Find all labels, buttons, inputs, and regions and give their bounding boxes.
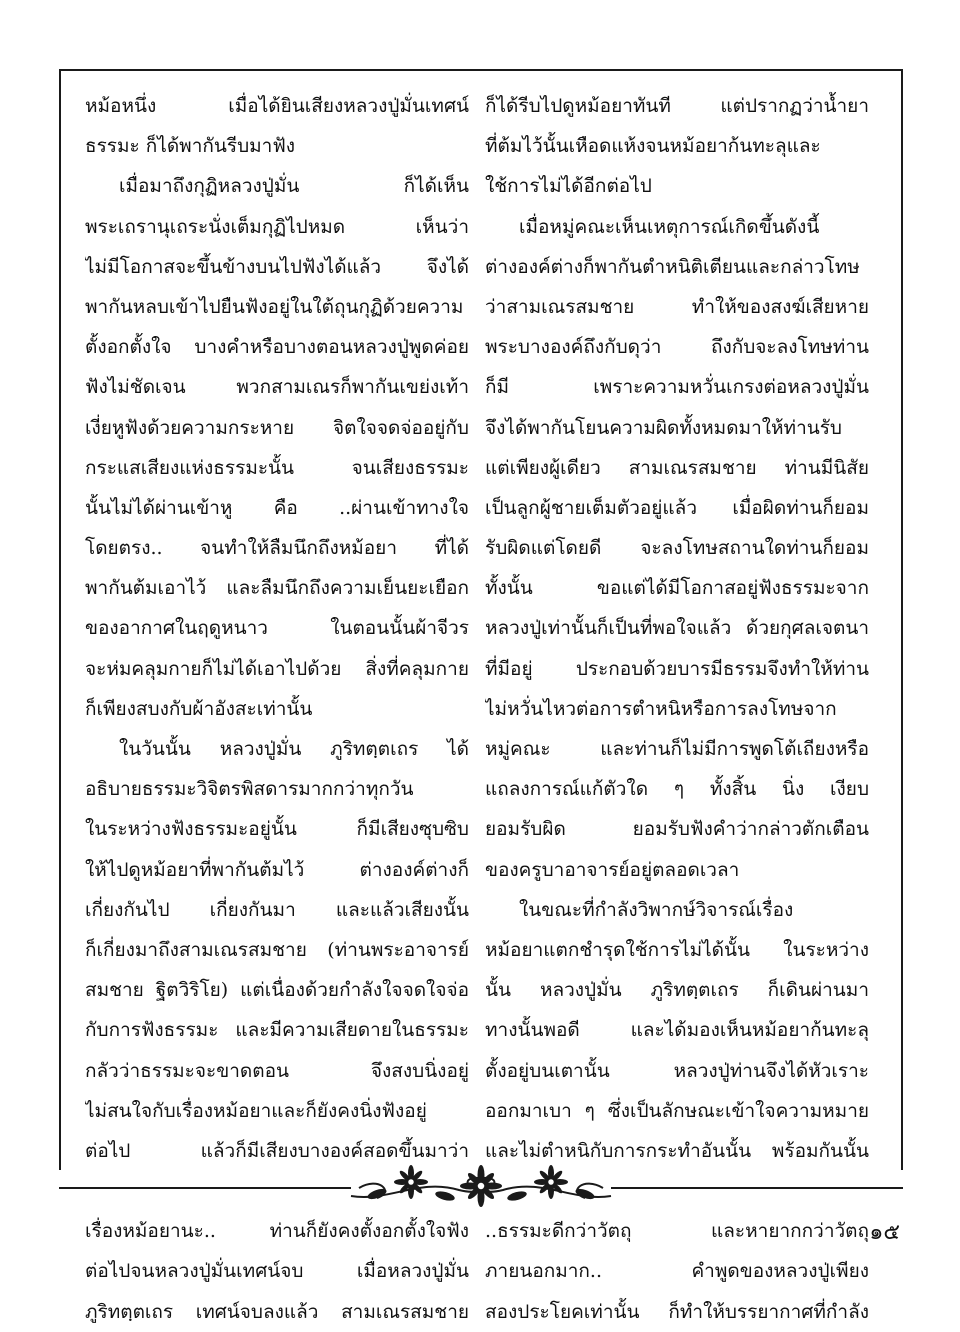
text-line: พากันต้มเอาไว้ และลืมนึกถึงความเย็นยะเยือก (85, 577, 469, 600)
text-line: ..ธรรมะดีกว่าวัตถุ และหายากกว่าวัตถุ (485, 1220, 869, 1243)
text-line: หม้อยาแตกชำรุดใช้การไม่ได้นั้น ในระหว่าง (485, 938, 869, 961)
text-line: รับผิดแต่โดยดี จะลงโทษสถานใดท่านก็ยอม (485, 537, 869, 560)
floral-vine-icon (59, 1158, 903, 1208)
text-line: ก็เกี่ยงมาถึงสามเณรสมชาย (ท่านพระอาจารย์ (85, 938, 469, 961)
text-line: นั้น หลวงปู่มั่น ภูริทตฺตเถร ก็เดินผ่านมา (485, 979, 869, 1002)
text-line: ก็มี เพราะความหวั่นเกรงต่อหลวงปู่มั่น (485, 376, 869, 399)
text-line: ออกมาเบา ๆ ซึ่งเป็นลักษณะเข้าใจความหมาย (485, 1099, 869, 1122)
text-line: หมู่คณะ และท่านก็ไม่มีการพูดโต้เถียงหรือ (485, 738, 869, 760)
text-line: เกี่ยงกันไป เกี่ยงกันมา และแล้วเสียงนั้น (85, 898, 469, 921)
text-line: โดยตรง.. จนทำให้ลืมนึกถึงหม้อยา ที่ได้ (85, 537, 469, 560)
text-line: เงี่ยหูฟังด้วยความกระหาย จิตใจจดจ่ออยู่กับ (85, 416, 469, 439)
text-line: พากันหลบเข้าไปยืนฟังอยู่ในใต้ถุนกุฏิด้วยความ (85, 295, 464, 318)
text-line: หลวงปู่เท่านั้นก็เป็นที่พอใจแล้ว ด้วยกุศลเจตนา (485, 617, 869, 640)
text-line: จะห่มคลุมกายก็ไม่ได้เอาไปด้วย สิ่งที่คลุมกาย (85, 657, 469, 680)
text-line: ต่อไปจนหลวงปู่มั่นเทศน์จบ เมื่อหลวงปู่มั่น (85, 1260, 469, 1283)
text-line: หม้อหนึ่ง เมื่อได้ยินเสียงหลวงปู่มั่นเทศน์ (85, 95, 469, 117)
text-line: ฟังไม่ชัดเจน พวกสามเณรก็พากันเขย่งเท้า (85, 376, 469, 399)
text-line: ทางนั้นพอดี และได้มองเห็นหม้อยาก้นทะลุ (485, 1019, 869, 1042)
text-line: ในวันนั้น หลวงปู่มั่น ภูริทตฺตเถร ได้ (119, 738, 469, 760)
text-line: เป็นลูกผู้ชายเต็มตัวอยู่แล้ว เมื่อผิดท่านก็ยอม (485, 496, 869, 519)
text-line: และไม่ตำหนิกับการกระทำอันนั้น พร้อมกันนั้น (485, 1139, 869, 1162)
text-line: ภายนอกมาก.. คำพูดของหลวงปู่เพียง (485, 1260, 869, 1283)
text-line: ตั้งอยู่บนเตานั้น หลวงปู่ท่านจึงได้หัวเราะ (485, 1059, 869, 1082)
right-column (485, 86, 869, 1332)
text-line: ต่างองค์ต่างก็พากันตำหนิติเตียนและกล่าวโทษ (485, 255, 860, 278)
text-line: ใช้การไม่ได้อีกต่อไป (485, 175, 652, 198)
text-line: กลัวว่าธรรมะจะขาดตอน จึงสงบนิ่งอยู่ (85, 1059, 469, 1082)
left-column (85, 86, 469, 1332)
text-line: ต่อไป แล้วก็มีเสียงบางองค์สอดขึ้นมาว่า (85, 1139, 469, 1162)
text-line: เมื่อหมู่คณะเห็นเหตุการณ์เกิดขึ้นดังนี้ (519, 215, 820, 238)
text-line: กระแสเสียงแห่งธรรมะนั้น จนเสียงธรรมะ (85, 456, 469, 479)
text-line: ทั้งนั้น ขอแต่ได้มีโอกาสอยู่ฟังธรรมะจาก (485, 577, 869, 600)
text-line: ให้ไปดูหม้อยาที่พากันต้มไว้ ต่างองค์ต่างก็ (85, 858, 469, 881)
text-line: ของครูบาอาจารย์อยู่ตลอดเวลา (485, 858, 740, 881)
text-line: ตั้งอกตั้งใจ บางคำหรือบางตอนหลวงปู่พูดค่อย (85, 336, 469, 359)
text-line: อธิบายธรรมะวิจิตรพิสดารมากกว่าทุกวัน (85, 778, 414, 801)
text-line: ในระหว่างฟังธรรมะอยู่นั้น ก็มีเสียงซุบซิบ (85, 818, 469, 841)
text-line: ไม่สนใจกับเรื่องหม้อยาและก็ยังคงนิ่งฟังอยู่ (85, 1099, 427, 1122)
text-line: ว่าสามเณรสมชาย ทำให้ของสงฆ์เสียหาย (485, 295, 869, 318)
text-line: ยอมรับผิด ยอมรับฟังคำว่ากล่าวตักเตือน (485, 818, 869, 841)
text-line: แต่เพียงผู้เดียว สามเณรสมชาย ท่านมีนิสัย (485, 456, 869, 479)
text-line: ของอากาศในฤดูหนาว ในตอนนั้นผ้าจีวร (85, 617, 469, 640)
text-line: สองประโยคเท่านั้น ก็ทำให้บรรยากาศที่กำลัง (485, 1300, 869, 1323)
text-line: ภูริทตฺตเถร เทศน์จบลงแล้ว สามเณรสมชาย (85, 1300, 469, 1323)
text-line: กับการฟังธรรมะ และมีความเสียดายในธรรมะ (85, 1019, 469, 1042)
text-line: แถลงการณ์แก้ตัวใด ๆ ทั้งสิ้น นิ่ง เงียบ (485, 778, 869, 801)
page-number: ๑๕ (869, 1220, 900, 1245)
text-line: เรื่องหม้อยานะ.. ท่านก็ยังคงตั้งอกตั้งใจฟัง (85, 1220, 469, 1243)
text-line: ก็เพียงสบงกับผ้าอังสะเท่านั้น (85, 697, 313, 720)
text-line: สมชาย ฐิตวิริโย) แต่เนื่องด้วยกำลังใจจดใจจ่อ (85, 979, 469, 1002)
text-line: ไม่มีโอกาสจะขึ้นข้างบนไปฟังได้แล้ว จึงได้ (85, 255, 469, 278)
text-line: จึงได้พากันโยนความผิดทั้งหมดมาให้ท่านรับ (485, 416, 842, 439)
text-line: ในขณะที่กำลังวิพากษ์วิจารณ์เรื่อง (519, 898, 794, 921)
text-line: ที่มีอยู่ ประกอบด้วยบารมีธรรมจึงทำให้ท่าน (485, 657, 869, 680)
text-line: เมื่อมาถึงกุฏิหลวงปู่มั่น ก็ได้เห็น (119, 175, 469, 198)
text-line: ธรรมะ ก็ได้พากันรีบมาฟัง (85, 135, 296, 158)
text-line: ที่ต้มไว้นั้นเหือดแห้งจนหม้อยาก้นทะลุและ (485, 135, 821, 158)
text-line: ก็ได้รีบไปดูหม้อยาทันที แต่ปรากฏว่าน้ำยา (485, 95, 869, 117)
text-line: นั้นไม่ได้ผ่านเข้าหู คือ ..ผ่านเข้าทางใจ (85, 496, 469, 519)
text-line: ไม่หวั่นไหวต่อการตำหนิหรือการลงโทษจาก (485, 697, 837, 720)
text-line: พระเถรานุเถระนั่งเต็มกุฏิไปหมด เห็นว่า (85, 215, 469, 238)
text-line: พระบางองค์ถึงกับดุว่า ถึงกับจะลงโทษท่าน (485, 336, 869, 359)
